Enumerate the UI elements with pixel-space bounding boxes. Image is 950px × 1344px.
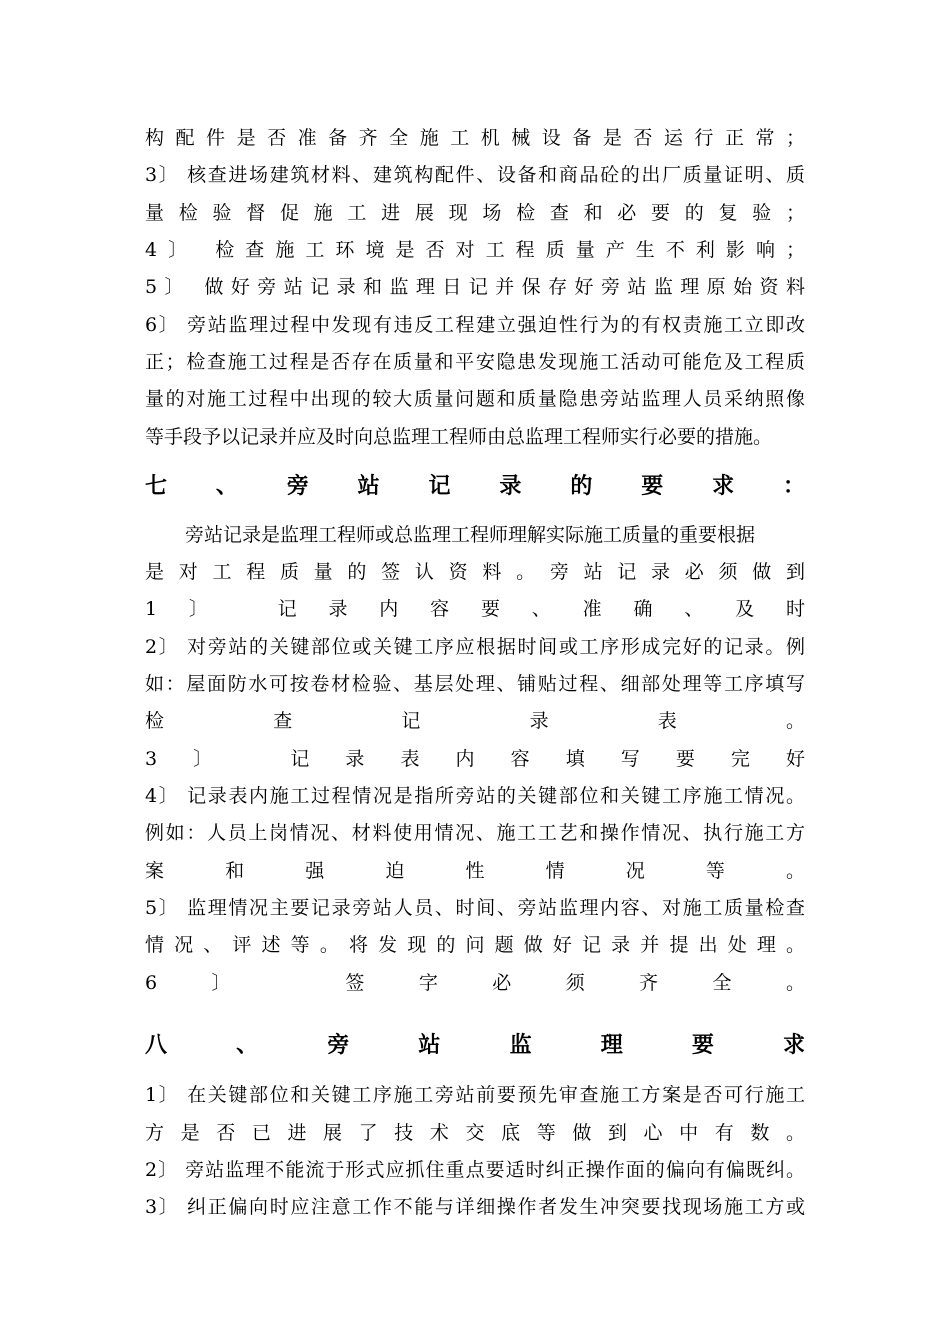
section-heading-8: 八、旁站监理要求 (145, 1032, 805, 1058)
text-line: 量检验督促施工进展现场检查和必要的复验； (145, 202, 805, 224)
text-line: 3〕 纠正偏向时应注意工作不能与详细操作者发生冲突要找现场施工方或 (145, 1196, 805, 1218)
text-line: 5〕 做好旁站记录和监理日记并保存好旁站监理原始资料 (145, 276, 805, 298)
text-line: 情况、评述等。将发现的问题做好记录并提出处理。 (145, 934, 805, 956)
text-line: 旁站记录是监理工程师或总监理工程师理解实际施工质量的重要根据 (185, 524, 756, 546)
text-line: 检查记录表。 (145, 710, 805, 732)
text-line: 1〕 记录内容要、准确、及时 (145, 598, 805, 620)
text-line: 3〕 记录表内容填写要完好 (145, 748, 805, 770)
text-line: 2〕 旁站监理不能流于形式应抓住重点要适时纠正操作面的偏向有偏既纠。 (145, 1159, 805, 1181)
text-line: 案和强迫性情况等。 (145, 860, 805, 882)
text-line: 如：屋面防水可按卷材检验、基层处理、铺贴过程、细部处理等工序填写 (145, 673, 805, 695)
text-line: 1〕 在关键部位和关键工序施工旁站前要预先审查施工方案是否可行施工 (145, 1084, 805, 1106)
text-line: 等手段予以记录并应及时向总监理工程师由总监理工程师实行必要的措施。 (145, 426, 773, 448)
text-line: 4〕 检查施工环境是否对工程质量产生不利影响； (145, 239, 805, 261)
text-line: 5〕 监理情况主要记录旁站人员、时间、旁站监理内容、对施工质量检查 (145, 897, 805, 919)
text-line: 6〕 签字必须齐全。 (145, 972, 805, 994)
text-line: 正；检查施工过程是否存在质量和平安隐患发现施工活动可能危及工程质 (145, 351, 805, 373)
text-line: 例如：人员上岗情况、材料使用情况、施工工艺和操作情况、执行施工方 (145, 822, 805, 844)
text-line: 3〕 核查进场建筑材料、建筑构配件、设备和商品砼的出厂质量证明、质 (145, 164, 805, 186)
text-line: 是对工程质量的签认资料。旁站记录必须做到 (145, 561, 805, 583)
text-line: 4〕 记录表内施工过程情况是指所旁站的关键部位和关键工序施工情况。 (145, 785, 805, 807)
text-line: 2〕 对旁站的关键部位或关键工序应根据时间或工序形成完好的记录。例 (145, 636, 805, 658)
text-line: 量的对施工过程中出现的较大质量问题和质量隐患旁站监理人员采纳照像 (145, 388, 805, 410)
text-line: 方是否已进展了技术交底等做到心中有数。 (145, 1122, 805, 1144)
section-heading-7: 七、旁站记录的要求： (145, 473, 805, 499)
text-line: 构配件是否准备齐全施工机械设备是否运行正常； (145, 127, 805, 149)
text-line: 6〕 旁站监理过程中发现有违反工程建立强迫性行为的有权责施工立即改 (145, 314, 805, 336)
